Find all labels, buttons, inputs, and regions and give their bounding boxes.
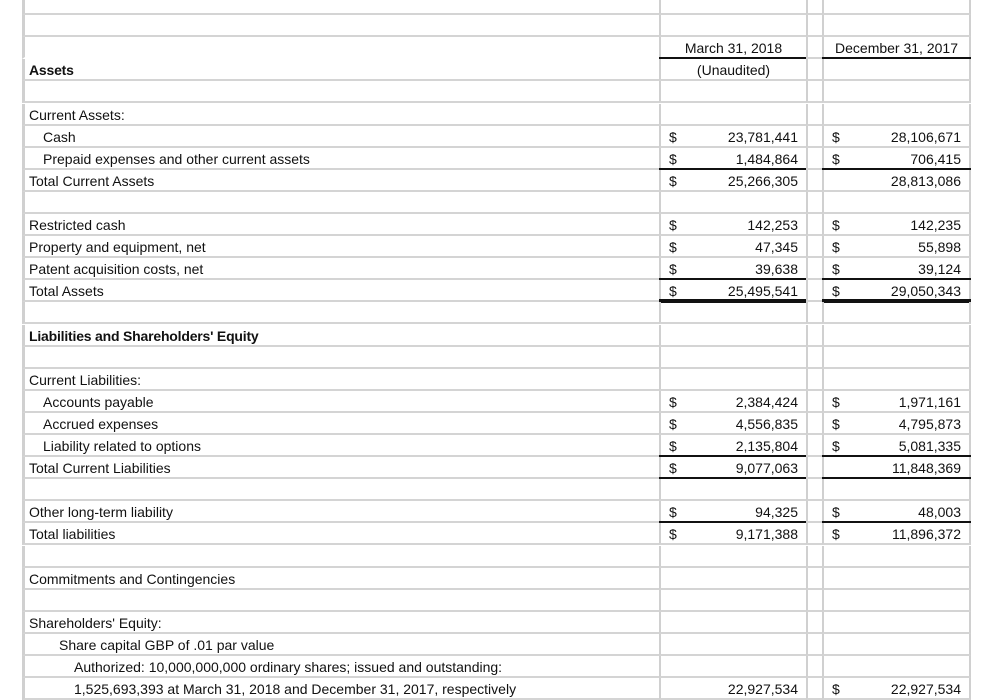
value-a: 1,484,864 (735, 150, 798, 167)
row-label: Accrued expenses (22, 413, 659, 435)
currency-symbol: $ (669, 172, 677, 189)
row-label: Total Assets (22, 280, 659, 302)
table-row (0, 523, 1000, 545)
value-a: 47,345 (755, 239, 798, 256)
value-b: 11,896,372 (891, 526, 961, 543)
col-b-date: December 31, 2017 (835, 40, 958, 57)
value-a: 22,927,534 (727, 681, 798, 698)
table-row (0, 568, 1000, 590)
currency-symbol: $ (832, 283, 840, 300)
currency-symbol: $ (669, 128, 677, 145)
value-b: 5,081,335 (898, 438, 961, 454)
value-a: 2,135,804 (735, 438, 798, 454)
table-row (0, 258, 1000, 280)
blank-row (0, 302, 1000, 324)
value-a: 25,495,541 (727, 283, 798, 300)
table-row (0, 391, 1000, 413)
value-b: 29,050,343 (890, 283, 961, 300)
row-label: Prepaid expenses and other current assets (22, 148, 659, 170)
value-b: 28,106,671 (890, 128, 961, 145)
currency-symbol: $ (832, 217, 840, 233)
currency-symbol: $ (669, 504, 677, 521)
currency-symbol: $ (832, 239, 840, 256)
currency-symbol: $ (832, 261, 840, 278)
table-row (0, 236, 1000, 258)
currency-symbol: $ (669, 460, 677, 477)
currency-symbol: $ (832, 681, 840, 698)
row-label: Authorized: 10,000,000,000 ordinary shares; issued and outstanding: (22, 656, 659, 678)
table-row (0, 369, 1000, 391)
value-b: 22,927,534 (890, 681, 961, 698)
value-a: 4,556,835 (735, 415, 798, 432)
currency-symbol: $ (669, 150, 677, 167)
table-row (0, 634, 1000, 656)
table-row (0, 501, 1000, 523)
assets-title-row (0, 59, 1000, 81)
table-row (0, 678, 1000, 700)
row-label: Cash (22, 126, 659, 148)
value-b: 706,415 (910, 150, 961, 167)
value-b: 4,795,873 (898, 415, 961, 432)
row-label: Property and equipment, net (22, 236, 659, 258)
value-a: 39,638 (755, 261, 798, 278)
currency-symbol: $ (669, 526, 677, 543)
value-a: 23,781,441 (727, 128, 798, 145)
blank-row (0, 347, 1000, 369)
row-label: Share capital GBP of .01 par value (22, 634, 659, 656)
blank-row (0, 15, 1000, 37)
assets-title: Assets (22, 59, 659, 81)
col-b-header (822, 37, 971, 59)
row-label: Total Current Assets (22, 170, 659, 192)
value-b: 39,124 (918, 261, 961, 278)
currency-symbol: $ (669, 415, 677, 432)
liabilities-title-row (0, 325, 1000, 347)
currency-symbol: $ (669, 438, 677, 454)
currency-symbol: $ (832, 504, 840, 521)
currency-symbol: $ (669, 239, 677, 256)
value-b: 48,003 (918, 504, 961, 521)
table-row (0, 612, 1000, 634)
blank-row (0, 192, 1000, 214)
row-label: Shareholders' Equity: (22, 612, 659, 634)
currency-symbol: $ (832, 393, 840, 410)
value-a: 2,384,424 (735, 393, 798, 410)
currency-symbol: $ (669, 283, 677, 300)
table-row (0, 148, 1000, 170)
value-a: 9,077,063 (735, 460, 798, 477)
value-b: 1,971,161 (898, 393, 961, 410)
row-label: Current Liabilities: (22, 369, 659, 391)
currency-symbol: $ (832, 526, 840, 543)
table-row (0, 656, 1000, 678)
table-row (0, 170, 1000, 192)
currency-symbol: $ (832, 150, 840, 167)
col-a-unaudited: (Unaudited) (696, 62, 771, 79)
value-b: 28,813,086 (890, 172, 961, 189)
col-a-date: March 31, 2018 (684, 40, 783, 57)
liabilities-title: Liabilities and Shareholders' Equity (22, 325, 659, 347)
currency-symbol: $ (832, 415, 840, 432)
row-label: Patent acquisition costs, net (22, 258, 659, 280)
row-label: Commitments and Contingencies (22, 568, 659, 590)
currency-symbol: $ (832, 438, 840, 454)
value-b: 55,898 (918, 239, 961, 256)
blank-row (0, 546, 1000, 568)
value-a: 94,325 (755, 504, 798, 521)
currency-symbol: $ (832, 128, 840, 145)
currency-symbol: $ (669, 261, 677, 278)
table-row (0, 413, 1000, 435)
value-a: 142,253 (747, 217, 798, 233)
row-label: Current Assets: (22, 104, 659, 126)
value-b: 11,848,369 (891, 460, 961, 477)
table-row (0, 126, 1000, 148)
value-a: 25,266,305 (727, 172, 798, 189)
table-row (0, 280, 1000, 302)
blank-row (0, 479, 1000, 501)
row-label: Liability related to options (22, 435, 659, 457)
blank-row (0, 0, 1000, 15)
row-label: Accounts payable (22, 391, 659, 413)
row-label: 1,525,693,393 at March 31, 2018 and December 31, 2017, respectively (22, 678, 659, 700)
table-row (0, 104, 1000, 126)
value-a: 9,171,388 (735, 526, 798, 543)
table-row (0, 214, 1000, 236)
currency-symbol: $ (669, 217, 677, 233)
currency-symbol: $ (669, 393, 677, 410)
col-a-header (659, 37, 806, 59)
row-label: Other long-term liability (22, 501, 659, 523)
row-label: Restricted cash (22, 214, 659, 236)
row-label: Total Current Liabilities (22, 457, 659, 479)
header-dates-row (0, 37, 1000, 59)
blank-row (0, 81, 1000, 103)
row-label: Total liabilities (22, 523, 659, 545)
blank-row (0, 590, 1000, 612)
value-b: 142,235 (910, 217, 961, 233)
table-row (0, 435, 1000, 457)
table-row (0, 457, 1000, 479)
